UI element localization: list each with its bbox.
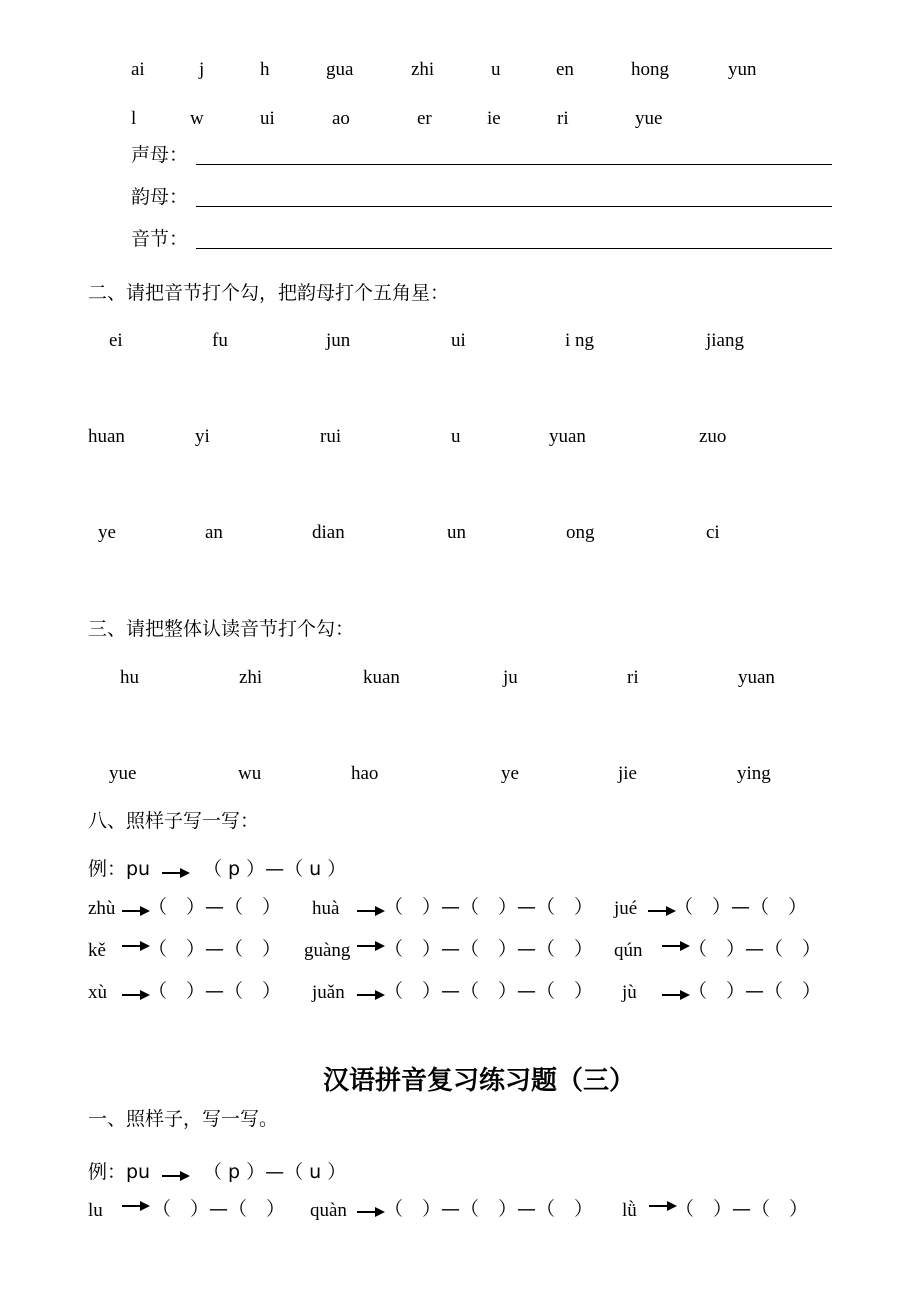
syllable-item[interactable]: yi [195, 426, 210, 447]
letter-item: hong [631, 59, 669, 80]
letter-item: h [260, 59, 270, 80]
syllable-item[interactable]: huan [88, 426, 125, 447]
initials-label: 声母： [131, 144, 189, 166]
exercise-blanks[interactable]: （ ）—（ ） [688, 980, 822, 1002]
exercise-syllable: xù [88, 982, 107, 1003]
exercise-syllable: lu [88, 1200, 103, 1221]
exercise-blanks[interactable]: （ ）—（ ） [148, 938, 282, 960]
finals-label: 韵母： [131, 186, 189, 208]
syllable-item[interactable]: rui [320, 426, 342, 447]
exercise-blanks[interactable]: （ ）—（ ）—（ ） [384, 980, 594, 1002]
arrow-icon [162, 1175, 188, 1177]
letter-item: u [491, 59, 501, 80]
syllable-item[interactable]: fu [212, 330, 228, 351]
syllable-item[interactable]: jiang [706, 330, 744, 351]
initials-answer-line[interactable] [196, 164, 832, 165]
syllable-item[interactable]: ye [98, 522, 116, 543]
exercise-syllable: quàn [310, 1200, 347, 1221]
exercise-syllable: guàng [304, 940, 351, 961]
letter-item: yue [635, 108, 663, 129]
arrow-icon [357, 910, 383, 912]
letter-item: en [556, 59, 574, 80]
syllable-item[interactable]: ui [451, 330, 466, 351]
letter-item: j [199, 59, 205, 80]
section-2-heading: 二、请把音节打个勾，把韵母打个五角星： [88, 282, 450, 304]
arrow-icon [662, 994, 688, 996]
arrow-icon [649, 1205, 675, 1207]
exercise-syllable: kě [88, 940, 106, 961]
example-result: （ p ）—（ u ） [203, 1161, 347, 1183]
syllable-item[interactable]: ci [706, 522, 720, 543]
example-label: 例：pu [88, 858, 151, 880]
page-title: 汉语拼音复习练习题（三） [323, 1066, 636, 1096]
syllable-item[interactable]: un [447, 522, 466, 543]
exercise-syllable: huà [312, 898, 340, 919]
letter-item: ui [260, 108, 275, 129]
syllable-item[interactable]: ei [109, 330, 123, 351]
exercise-blanks[interactable]: （ ）—（ ） [688, 938, 822, 960]
letter-item: ai [131, 59, 145, 80]
section-8-heading: 八、照样子写一写： [88, 810, 260, 832]
exercise-blanks[interactable]: （ ）—（ ） [152, 1198, 286, 1220]
exercise-syllable: zhù [88, 898, 116, 919]
syllable-item[interactable]: yuan [549, 426, 586, 447]
syllable-item[interactable]: ong [566, 522, 595, 543]
letter-item: ao [332, 108, 350, 129]
letter-item: gua [326, 59, 354, 80]
example-result: （ p ）—（ u ） [203, 858, 347, 880]
syllable-item[interactable]: ying [737, 763, 771, 784]
syllable-item[interactable]: hao [351, 763, 379, 784]
syllable-item[interactable]: hu [120, 667, 139, 688]
letter-item: er [417, 108, 432, 129]
finals-answer-line[interactable] [196, 206, 832, 207]
exercise-syllable: qún [614, 940, 643, 961]
syllable-item[interactable]: jun [326, 330, 351, 351]
letter-item: l [131, 108, 137, 129]
syllable-item[interactable]: an [205, 522, 223, 543]
syllable-item[interactable]: ri [627, 667, 639, 688]
exercise-blanks[interactable]: （ ）—（ ） [148, 980, 282, 1002]
arrow-icon [122, 910, 148, 912]
syllable-item[interactable]: ye [501, 763, 519, 784]
syllable-item[interactable]: yuan [738, 667, 775, 688]
exercise-syllable: jué [614, 898, 638, 919]
section-b1-heading: 一、照样子，写一写。 [88, 1108, 279, 1130]
exercise-blanks[interactable]: （ ）—（ ） [674, 896, 808, 918]
syllable-item[interactable]: u [451, 426, 461, 447]
letter-item: ie [487, 108, 501, 129]
syllables-label: 音节： [131, 228, 189, 250]
syllable-item[interactable]: dian [312, 522, 345, 543]
syllable-item[interactable]: ju [503, 667, 518, 688]
exercise-syllable: lǜ [622, 1200, 637, 1221]
arrow-icon [357, 1211, 383, 1213]
arrow-icon [357, 945, 383, 947]
arrow-icon [648, 910, 674, 912]
exercise-blanks[interactable]: （ ）—（ ） [675, 1198, 809, 1220]
syllable-item[interactable]: yue [109, 763, 137, 784]
syllable-item[interactable]: kuan [363, 667, 400, 688]
syllable-item[interactable]: zhi [239, 667, 263, 688]
letter-item: ri [557, 108, 569, 129]
arrow-icon [662, 945, 688, 947]
exercise-blanks[interactable]: （ ）—（ ）—（ ） [384, 1198, 594, 1220]
syllable-item[interactable]: jie [618, 763, 637, 784]
letter-item: zhi [411, 59, 435, 80]
exercise-blanks[interactable]: （ ）—（ ） [148, 896, 282, 918]
syllable-item[interactable]: wu [238, 763, 262, 784]
letter-item: yun [728, 59, 757, 80]
section-3-heading: 三、请把整体认读音节打个勾： [88, 618, 355, 640]
exercise-syllable: juǎn [312, 982, 345, 1003]
exercise-blanks[interactable]: （ ）—（ ）—（ ） [384, 938, 594, 960]
syllable-item[interactable]: i ng [565, 330, 595, 351]
syllable-item[interactable]: zuo [699, 426, 727, 447]
arrow-icon [122, 945, 148, 947]
exercise-syllable: jù [622, 982, 637, 1003]
arrow-icon [162, 872, 188, 874]
arrow-icon [122, 994, 148, 996]
exercise-blanks[interactable]: （ ）—（ ）—（ ） [384, 896, 594, 918]
arrow-icon [357, 994, 383, 996]
letter-item: w [190, 108, 204, 129]
arrow-icon [122, 1205, 148, 1207]
example-label: 例：pu [88, 1161, 151, 1183]
syllables-answer-line[interactable] [196, 248, 832, 249]
